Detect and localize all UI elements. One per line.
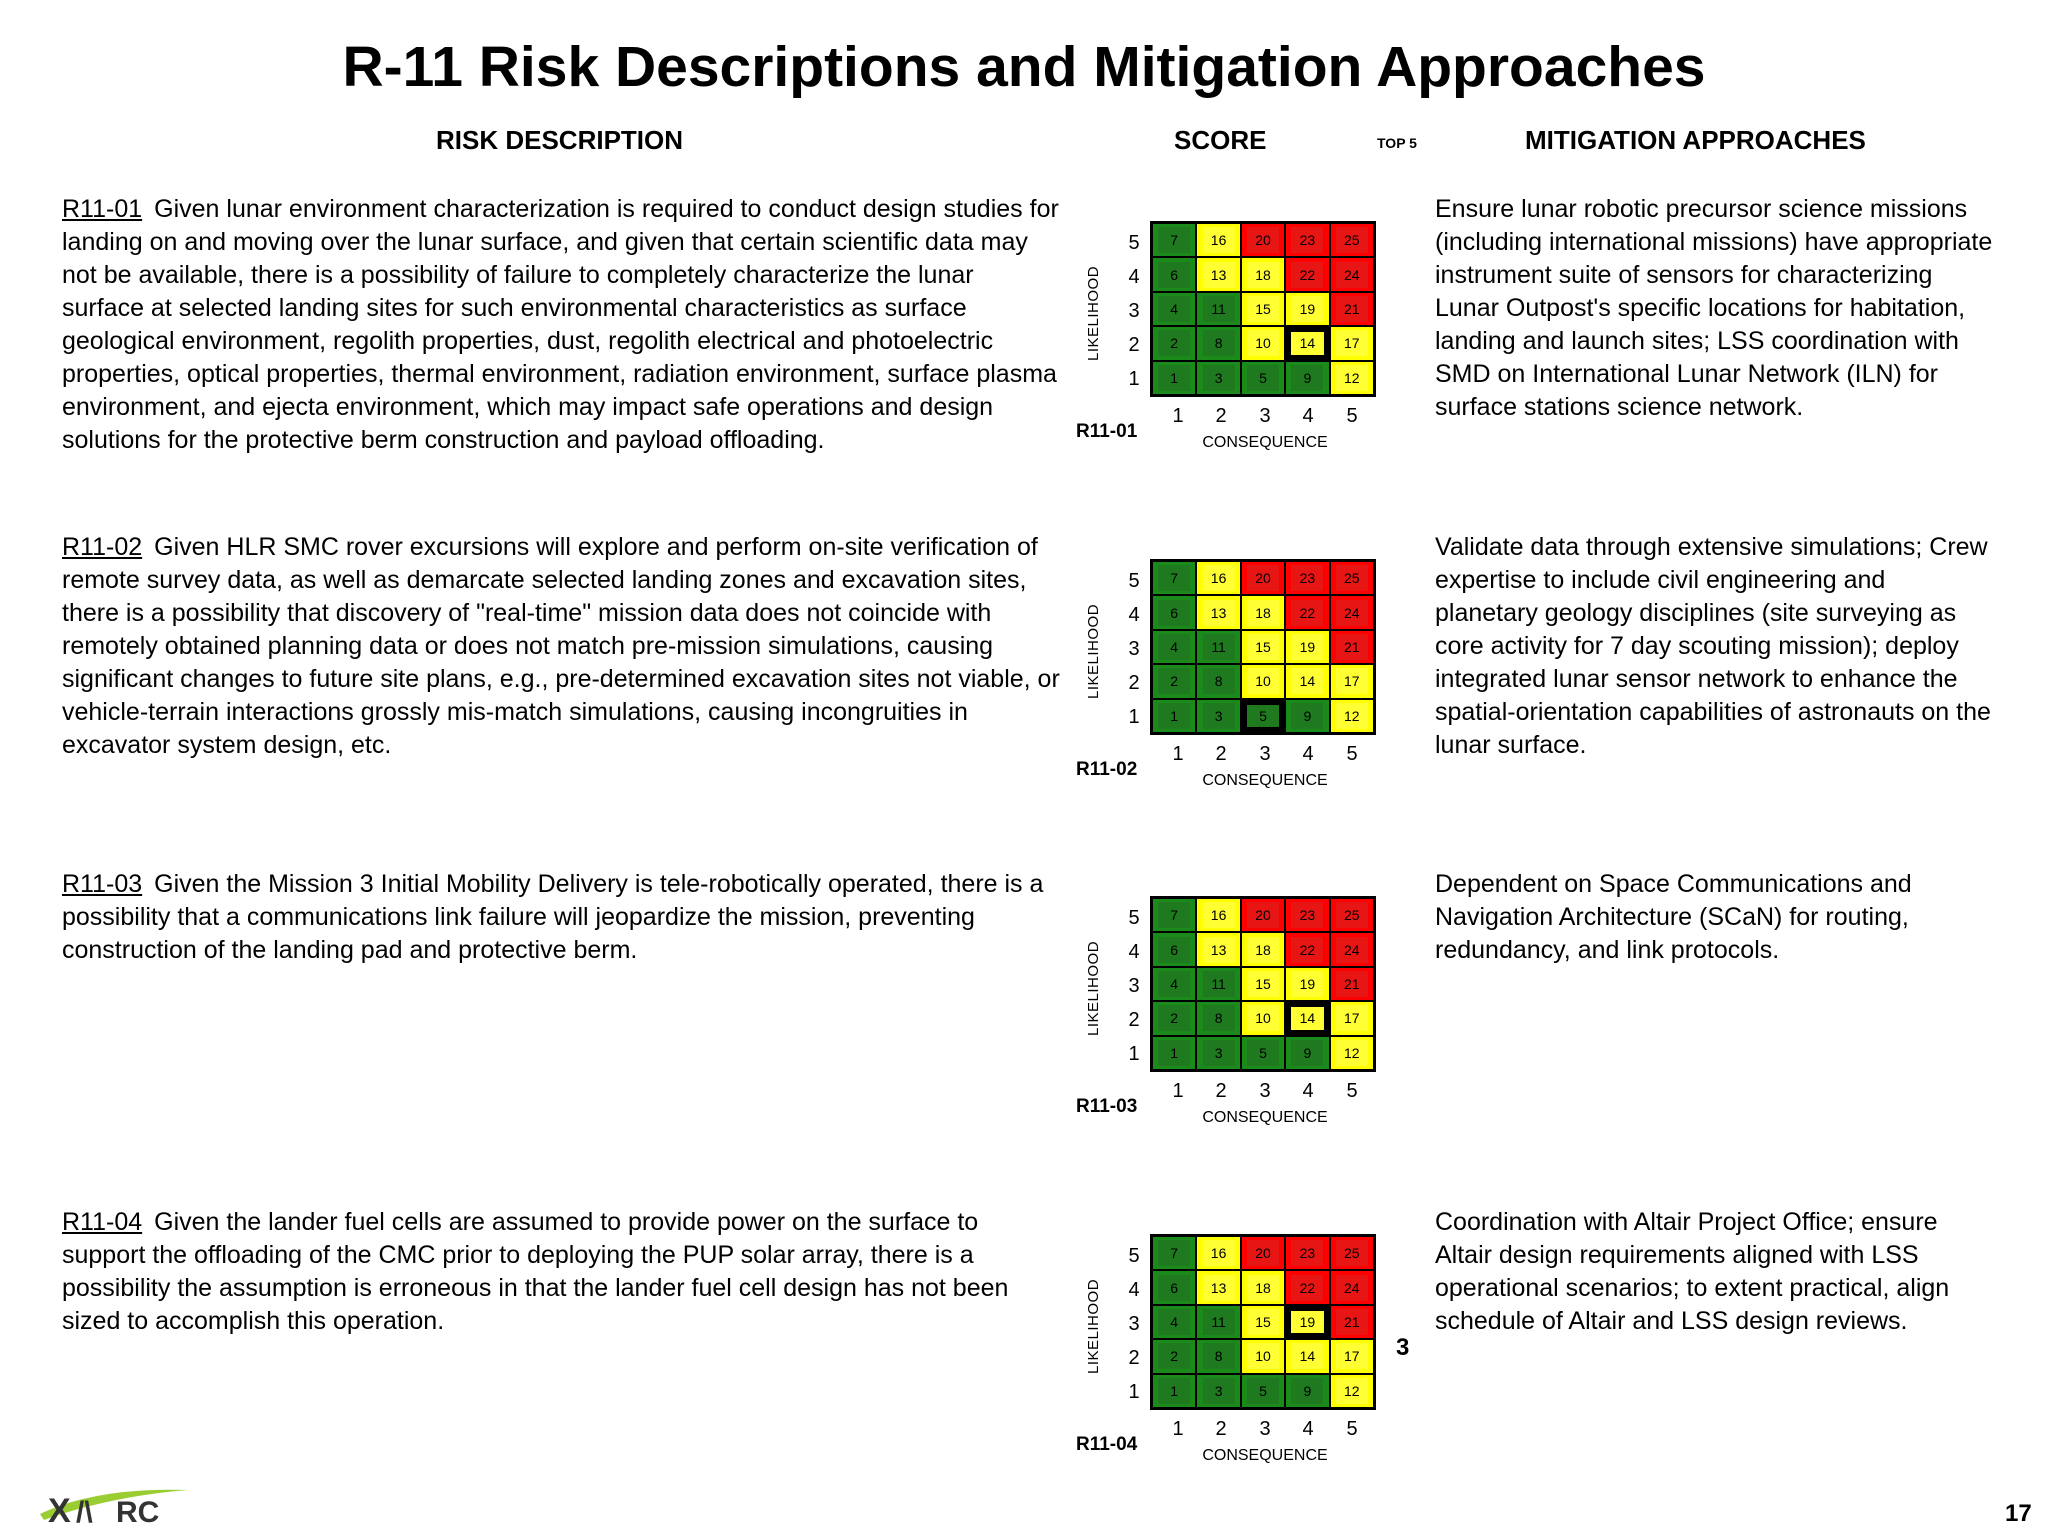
matrix-cell xyxy=(1331,327,1373,359)
matrix-cell xyxy=(1286,665,1328,697)
matrix-cell-score: 7 xyxy=(1158,1240,1190,1266)
matrix-cell-score: 10 xyxy=(1247,1005,1279,1031)
matrix-cell xyxy=(1197,1271,1239,1303)
matrix-cell xyxy=(1153,899,1195,931)
matrix-cell-score: 15 xyxy=(1247,971,1279,997)
matrix-cell-score: 8 xyxy=(1203,1343,1235,1369)
consequence-tick: 5 xyxy=(1346,405,1358,427)
matrix-cell xyxy=(1197,1037,1239,1069)
matrix-cell xyxy=(1153,1375,1195,1407)
likelihood-tick: 2 xyxy=(1128,1009,1140,1031)
matrix-risk-id: R11-01 xyxy=(1076,421,1138,442)
matrix-cell xyxy=(1153,665,1195,697)
likelihood-tick: 2 xyxy=(1128,672,1140,694)
consequence-tick: 5 xyxy=(1346,1418,1358,1440)
matrix-cell xyxy=(1286,968,1328,1000)
matrix-cell-score: 25 xyxy=(1336,227,1368,253)
matrix-cell xyxy=(1331,258,1373,290)
matrix-cell-score: 4 xyxy=(1158,971,1190,997)
matrix-cell xyxy=(1286,562,1328,594)
matrix-cell xyxy=(1331,596,1373,628)
matrix-cell xyxy=(1286,1237,1328,1269)
matrix-cell xyxy=(1197,700,1239,732)
likelihood-axis-label: LIKELIHOOD xyxy=(1085,603,1102,699)
matrix-cell-score: 14 xyxy=(1291,1005,1323,1031)
matrix-cell-score: 17 xyxy=(1336,1343,1368,1369)
matrix-cell xyxy=(1197,933,1239,965)
consequence-tick: 3 xyxy=(1259,1418,1271,1440)
matrix-cell-score: 24 xyxy=(1336,1275,1368,1301)
matrix-cell xyxy=(1331,1306,1373,1338)
matrix-cell-score: 17 xyxy=(1336,668,1368,694)
page-number: 17 xyxy=(2005,1500,2032,1527)
matrix-cell-score: 23 xyxy=(1291,227,1323,253)
matrix-cell xyxy=(1242,933,1284,965)
matrix-cell xyxy=(1242,665,1284,697)
matrix-cell-score: 24 xyxy=(1336,600,1368,626)
risk-description xyxy=(62,531,1062,806)
matrix-cell-score: 23 xyxy=(1291,1240,1323,1266)
matrix-cell-score: 3 xyxy=(1203,1040,1235,1066)
risk-id: R11-01 xyxy=(62,195,143,223)
matrix-risk-id: R11-04 xyxy=(1076,1434,1138,1455)
consequence-axis-label: CONSEQUENCE xyxy=(1202,1109,1328,1126)
risk-description-header: RISK DESCRIPTION xyxy=(436,125,684,155)
matrix-cell xyxy=(1286,899,1328,931)
risk-id: R11-02 xyxy=(62,533,143,561)
matrix-cell xyxy=(1153,362,1195,394)
likelihood-axis-label: LIKELIHOOD xyxy=(1085,1278,1102,1374)
consequence-tick: 2 xyxy=(1215,405,1227,427)
consequence-axis-label: CONSEQUENCE xyxy=(1202,772,1328,789)
matrix-cell xyxy=(1286,933,1328,965)
consequence-tick: 1 xyxy=(1172,405,1184,427)
matrix-cell xyxy=(1242,968,1284,1000)
svg-text:RC: RC xyxy=(116,1496,160,1528)
matrix-cell-score: 1 xyxy=(1158,1378,1190,1404)
matrix-cell-score: 13 xyxy=(1203,937,1235,963)
matrix-cell-score: 25 xyxy=(1336,1240,1368,1266)
matrix-cell-score: 6 xyxy=(1158,1275,1190,1301)
likelihood-tick: 2 xyxy=(1128,1347,1140,1369)
matrix-cell xyxy=(1153,293,1195,325)
matrix-cell xyxy=(1153,596,1195,628)
matrix-cell xyxy=(1331,933,1373,965)
matrix-cell xyxy=(1331,631,1373,663)
matrix-risk-id: R11-02 xyxy=(1076,759,1138,780)
risk-text: Given the Mission 3 Initial Mobility Delivery is tele-robotically operated, there is a possibility that a communications link failure will jeopardize the mission, preventing construction of the landing pad and protective berm. xyxy=(62,870,1044,964)
matrix-cell xyxy=(1286,596,1328,628)
matrix-cell xyxy=(1331,665,1373,697)
matrix-cell-score: 15 xyxy=(1247,634,1279,660)
matrix-cell-score: 14 xyxy=(1291,1343,1323,1369)
matrix-cell-score: 22 xyxy=(1291,937,1323,963)
risk-row xyxy=(0,1206,2048,1506)
matrix-cell xyxy=(1197,1002,1239,1034)
page-title: R-11 Risk Descriptions and Mitigation Approaches xyxy=(342,35,1706,99)
consequence-tick: 4 xyxy=(1302,1418,1314,1440)
top5-rank: 3 xyxy=(1396,1334,1410,1361)
likelihood-tick: 4 xyxy=(1128,266,1140,288)
matrix-cell xyxy=(1331,968,1373,1000)
matrix-cell-score: 7 xyxy=(1158,902,1190,928)
matrix-cell xyxy=(1153,1002,1195,1034)
matrix-cell xyxy=(1153,1237,1195,1269)
likelihood-tick: 3 xyxy=(1128,300,1140,322)
matrix-cell xyxy=(1242,1306,1284,1338)
consequence-axis-label: CONSEQUENCE xyxy=(1202,1447,1328,1464)
matrix-cell xyxy=(1242,562,1284,594)
matrix-cell-score: 22 xyxy=(1291,600,1323,626)
matrix-cell xyxy=(1153,933,1195,965)
matrix-cell-score: 4 xyxy=(1158,296,1190,322)
matrix-cell-score: 2 xyxy=(1158,1005,1190,1031)
likelihood-tick: 3 xyxy=(1128,638,1140,660)
matrix-cell-score: 5 xyxy=(1247,1378,1279,1404)
risk-id: R11-04 xyxy=(62,1208,143,1236)
matrix-cell-score: 4 xyxy=(1158,634,1190,660)
matrix-cell-score: 20 xyxy=(1247,902,1279,928)
risk-text: Given the lander fuel cells are assumed to provide power on the surface to support the offloading of the CMC prior to deploying the PUP solar array, there is a possibility the assumption is erroneous in that the lander fuel cell design has not been sized to accomplish this operation. xyxy=(62,1208,1009,1335)
matrix-cell xyxy=(1153,968,1195,1000)
consequence-tick: 2 xyxy=(1215,1418,1227,1440)
likelihood-tick: 5 xyxy=(1128,1245,1140,1267)
matrix-cell xyxy=(1242,1037,1284,1069)
risk-row xyxy=(0,531,2048,831)
matrix-cell-score: 16 xyxy=(1203,565,1235,591)
matrix-cell xyxy=(1286,258,1328,290)
consequence-tick: 4 xyxy=(1302,743,1314,765)
matrix-cell-score: 21 xyxy=(1336,296,1368,322)
matrix-cell xyxy=(1197,1340,1239,1372)
matrix-cell xyxy=(1242,1271,1284,1303)
matrix-cell xyxy=(1242,1340,1284,1372)
matrix-cell-score: 25 xyxy=(1336,902,1368,928)
risk-row xyxy=(0,868,2048,1168)
matrix-cell-score: 8 xyxy=(1203,330,1235,356)
risk-description xyxy=(62,868,1062,1143)
matrix-cell-score: 18 xyxy=(1247,937,1279,963)
matrix-cell xyxy=(1153,258,1195,290)
matrix-cell xyxy=(1153,562,1195,594)
matrix-cell xyxy=(1242,1237,1284,1269)
matrix-cell-score: 11 xyxy=(1203,634,1235,660)
matrix-cell-score: 9 xyxy=(1291,365,1323,391)
matrix-cell-score: 3 xyxy=(1203,365,1235,391)
matrix-cell-score: 13 xyxy=(1203,600,1235,626)
svg-text:/\: /\ xyxy=(76,1496,93,1528)
matrix-cell-score: 6 xyxy=(1158,937,1190,963)
likelihood-tick: 4 xyxy=(1128,604,1140,626)
matrix-cell-score: 19 xyxy=(1291,296,1323,322)
consequence-tick: 1 xyxy=(1172,1080,1184,1102)
matrix-cell-score: 15 xyxy=(1247,296,1279,322)
matrix-cell-score: 10 xyxy=(1247,330,1279,356)
matrix-cell xyxy=(1197,362,1239,394)
matrix-cell xyxy=(1242,631,1284,663)
matrix-cell-score: 12 xyxy=(1336,1040,1368,1066)
matrix-cell xyxy=(1331,1375,1373,1407)
consequence-tick: 1 xyxy=(1172,1418,1184,1440)
risk-matrix xyxy=(1150,221,1376,397)
matrix-cell xyxy=(1242,293,1284,325)
matrix-cell xyxy=(1242,1375,1284,1407)
matrix-cell-score: 9 xyxy=(1291,1378,1323,1404)
matrix-cell-score: 19 xyxy=(1291,634,1323,660)
top5-header: TOP 5 xyxy=(1377,135,1417,151)
matrix-cell-score: 12 xyxy=(1336,365,1368,391)
matrix-cell xyxy=(1331,1340,1373,1372)
matrix-risk-id: R11-03 xyxy=(1076,1096,1138,1117)
matrix-cell xyxy=(1286,224,1328,256)
matrix-cell xyxy=(1197,224,1239,256)
matrix-cell xyxy=(1153,631,1195,663)
consequence-tick: 2 xyxy=(1215,743,1227,765)
matrix-cell-score: 14 xyxy=(1291,330,1323,356)
matrix-cell-score: 1 xyxy=(1158,703,1190,729)
matrix-cell xyxy=(1331,1037,1373,1069)
matrix-cell-score: 2 xyxy=(1158,668,1190,694)
matrix-cell xyxy=(1331,224,1373,256)
svg-text:X: X xyxy=(48,1492,71,1528)
matrix-cell-score: 21 xyxy=(1336,971,1368,997)
matrix-cell-score: 13 xyxy=(1203,1275,1235,1301)
matrix-cell xyxy=(1242,899,1284,931)
matrix-cell xyxy=(1197,1375,1239,1407)
matrix-cell xyxy=(1286,1375,1328,1407)
matrix-cell xyxy=(1197,327,1239,359)
matrix-cell xyxy=(1331,1237,1373,1269)
matrix-cell-score: 7 xyxy=(1158,227,1190,253)
matrix-cell-score: 20 xyxy=(1247,1240,1279,1266)
likelihood-tick: 3 xyxy=(1128,975,1140,997)
consequence-tick: 2 xyxy=(1215,1080,1227,1102)
mitigation-text: Coordination with Altair Project Office; ensure Altair design requirements aligned with LSS operational scenarios; to extent practical, align schedule of Altair and LSS design reviews. xyxy=(1435,1208,1950,1335)
risk-text: Given lunar environment characterization is required to conduct design studies for landing on and moving over the lunar surface, and given that certain scientific data may not be available, there is a possibility of failure to completely characterize the lunar surface at selected landing sites for such environmental characteristics as surface geological environment, regolith properties, dust, regolith electrical and photoelectric properties, optical properties, thermal environment, radiation environment, surface plasma environment, and ejecta environment, which may impact safe operations and design solutions for the protective berm construction and payload offloading. xyxy=(62,195,1059,454)
matrix-cell-score: 7 xyxy=(1158,565,1190,591)
matrix-cell-score: 23 xyxy=(1291,565,1323,591)
matrix-cell-score: 24 xyxy=(1336,262,1368,288)
likelihood-tick: 5 xyxy=(1128,232,1140,254)
likelihood-tick: 1 xyxy=(1128,1043,1140,1065)
likelihood-tick: 5 xyxy=(1128,907,1140,929)
matrix-cell xyxy=(1197,258,1239,290)
matrix-cell xyxy=(1286,1340,1328,1372)
matrix-cell-score: 8 xyxy=(1203,1005,1235,1031)
matrix-cell xyxy=(1197,631,1239,663)
matrix-cell xyxy=(1242,700,1284,732)
xarc-logo xyxy=(38,1478,198,1528)
matrix-cell-score: 21 xyxy=(1336,1309,1368,1335)
matrix-cell xyxy=(1153,224,1195,256)
matrix-cell xyxy=(1242,258,1284,290)
likelihood-tick: 2 xyxy=(1128,334,1140,356)
matrix-cell xyxy=(1242,362,1284,394)
matrix-cell-score: 3 xyxy=(1203,1378,1235,1404)
matrix-cell xyxy=(1197,899,1239,931)
risk-text: Given HLR SMC rover excursions will explore and perform on-site verification of remote survey data, as well as demarcate selected landing zones and excavation sites, there is a possibility that discovery of "real-time" mission data does not coincide with remotely obtained planning data or does not match pre-mission simulations, causing significant changes to future site plans, e.g., pre-determined excavation sites not viable, or vehicle-terrain interactions grossly mis-match simulations, causing incongruities in excavator system design, etc. xyxy=(62,533,1060,759)
matrix-cell xyxy=(1153,1271,1195,1303)
matrix-cell xyxy=(1153,1037,1195,1069)
matrix-cell-score: 2 xyxy=(1158,330,1190,356)
likelihood-tick: 1 xyxy=(1128,1381,1140,1403)
matrix-cell xyxy=(1331,362,1373,394)
consequence-tick: 3 xyxy=(1259,743,1271,765)
matrix-cell-score: 13 xyxy=(1203,262,1235,288)
matrix-cell-score: 6 xyxy=(1158,262,1190,288)
matrix-cell xyxy=(1286,700,1328,732)
matrix-cell xyxy=(1197,562,1239,594)
matrix-cell xyxy=(1153,327,1195,359)
matrix-cell-score: 18 xyxy=(1247,1275,1279,1301)
matrix-cell xyxy=(1286,327,1328,359)
matrix-cell-score: 24 xyxy=(1336,937,1368,963)
matrix-cell-score: 21 xyxy=(1336,634,1368,660)
matrix-cell-score: 5 xyxy=(1247,703,1279,729)
consequence-tick: 5 xyxy=(1346,1080,1358,1102)
matrix-cell-score: 17 xyxy=(1336,330,1368,356)
matrix-cell-score: 15 xyxy=(1247,1309,1279,1335)
matrix-cell xyxy=(1242,224,1284,256)
consequence-tick: 1 xyxy=(1172,743,1184,765)
matrix-cell xyxy=(1286,631,1328,663)
matrix-cell xyxy=(1197,596,1239,628)
risk-id: R11-03 xyxy=(62,870,143,898)
matrix-cell-score: 16 xyxy=(1203,1240,1235,1266)
risk-description xyxy=(62,1206,1062,1481)
matrix-cell xyxy=(1331,1271,1373,1303)
consequence-tick: 3 xyxy=(1259,1080,1271,1102)
matrix-cell xyxy=(1286,293,1328,325)
matrix-cell xyxy=(1197,968,1239,1000)
matrix-cell xyxy=(1331,562,1373,594)
likelihood-tick: 4 xyxy=(1128,941,1140,963)
matrix-cell-score: 9 xyxy=(1291,703,1323,729)
matrix-cell-score: 10 xyxy=(1247,1343,1279,1369)
matrix-cell-score: 11 xyxy=(1203,971,1235,997)
consequence-axis-label: CONSEQUENCE xyxy=(1202,434,1328,451)
likelihood-axis-label: LIKELIHOOD xyxy=(1085,265,1102,361)
matrix-cell-score: 11 xyxy=(1203,296,1235,322)
likelihood-tick: 1 xyxy=(1128,706,1140,728)
likelihood-tick: 5 xyxy=(1128,570,1140,592)
consequence-tick: 4 xyxy=(1302,1080,1314,1102)
matrix-cell-score: 16 xyxy=(1203,227,1235,253)
matrix-cell-score: 5 xyxy=(1247,365,1279,391)
matrix-cell xyxy=(1153,1306,1195,1338)
score-header: SCORE xyxy=(1174,125,1267,155)
likelihood-tick: 3 xyxy=(1128,1313,1140,1335)
matrix-cell-score: 4 xyxy=(1158,1309,1190,1335)
matrix-cell xyxy=(1331,700,1373,732)
mitigation-text: Validate data through extensive simulations; Crew expertise to include civil engineering and planetary geology disciplines (site surveying as core activity for 7 day scouting mission); deploy integrated lunar sensor network to enhance the spatial-orientation capabilities of astronauts on the lunar surface. xyxy=(1435,533,1991,759)
risk-matrix xyxy=(1150,896,1376,1072)
risk-matrix xyxy=(1150,1234,1376,1410)
matrix-cell xyxy=(1242,596,1284,628)
matrix-cell xyxy=(1331,1002,1373,1034)
matrix-cell xyxy=(1286,1002,1328,1034)
matrix-cell-score: 20 xyxy=(1247,565,1279,591)
matrix-cell-score: 5 xyxy=(1247,1040,1279,1066)
mitigation-text: Dependent on Space Communications and Navigation Architecture (SCaN) for routing, redundancy, and link protocols. xyxy=(1435,870,1912,964)
matrix-cell xyxy=(1286,1271,1328,1303)
matrix-cell xyxy=(1153,700,1195,732)
matrix-cell-score: 18 xyxy=(1247,262,1279,288)
matrix-cell-score: 12 xyxy=(1336,703,1368,729)
consequence-tick: 5 xyxy=(1346,743,1358,765)
matrix-cell xyxy=(1197,665,1239,697)
matrix-cell-score: 16 xyxy=(1203,902,1235,928)
consequence-tick: 4 xyxy=(1302,405,1314,427)
matrix-cell xyxy=(1331,293,1373,325)
matrix-cell-score: 20 xyxy=(1247,227,1279,253)
consequence-tick: 3 xyxy=(1259,405,1271,427)
likelihood-axis-label: LIKELIHOOD xyxy=(1085,940,1102,1036)
risk-row xyxy=(0,193,2048,493)
mitigation-text: Ensure lunar robotic precursor science missions (including international missions) have appropriate instrument suite of sensors for characterizing Lunar Outpost's specific locations for habitation, landing and launch sites; LSS coordination with SMD on International Lunar Network (ILN) for surface stations science network. xyxy=(1435,195,1993,421)
matrix-cell-score: 6 xyxy=(1158,600,1190,626)
risk-matrix xyxy=(1150,559,1376,735)
matrix-cell-score: 22 xyxy=(1291,1275,1323,1301)
matrix-cell xyxy=(1331,899,1373,931)
matrix-cell-score: 14 xyxy=(1291,668,1323,694)
matrix-cell-score: 9 xyxy=(1291,1040,1323,1066)
matrix-cell-score: 10 xyxy=(1247,668,1279,694)
matrix-cell-score: 19 xyxy=(1291,1309,1323,1335)
matrix-cell-score: 11 xyxy=(1203,1309,1235,1335)
matrix-cell-score: 3 xyxy=(1203,703,1235,729)
matrix-cell-score: 12 xyxy=(1336,1378,1368,1404)
matrix-cell xyxy=(1286,1037,1328,1069)
matrix-cell xyxy=(1286,1306,1328,1338)
matrix-cell-score: 1 xyxy=(1158,1040,1190,1066)
matrix-cell xyxy=(1242,327,1284,359)
matrix-cell-score: 17 xyxy=(1336,1005,1368,1031)
matrix-cell-score: 19 xyxy=(1291,971,1323,997)
matrix-cell-score: 25 xyxy=(1336,565,1368,591)
matrix-cell-score: 2 xyxy=(1158,1343,1190,1369)
likelihood-tick: 4 xyxy=(1128,1279,1140,1301)
matrix-cell xyxy=(1197,1306,1239,1338)
matrix-cell-score: 18 xyxy=(1247,600,1279,626)
matrix-cell xyxy=(1197,293,1239,325)
mitigation-header: MITIGATION APPROACHES xyxy=(1525,125,1866,155)
matrix-cell xyxy=(1286,362,1328,394)
matrix-cell-score: 23 xyxy=(1291,902,1323,928)
matrix-cell-score: 22 xyxy=(1291,262,1323,288)
risk-description xyxy=(62,193,1062,468)
matrix-cell xyxy=(1242,1002,1284,1034)
matrix-cell-score: 8 xyxy=(1203,668,1235,694)
matrix-cell-score: 1 xyxy=(1158,365,1190,391)
matrix-cell xyxy=(1197,1237,1239,1269)
likelihood-tick: 1 xyxy=(1128,368,1140,390)
matrix-cell xyxy=(1153,1340,1195,1372)
